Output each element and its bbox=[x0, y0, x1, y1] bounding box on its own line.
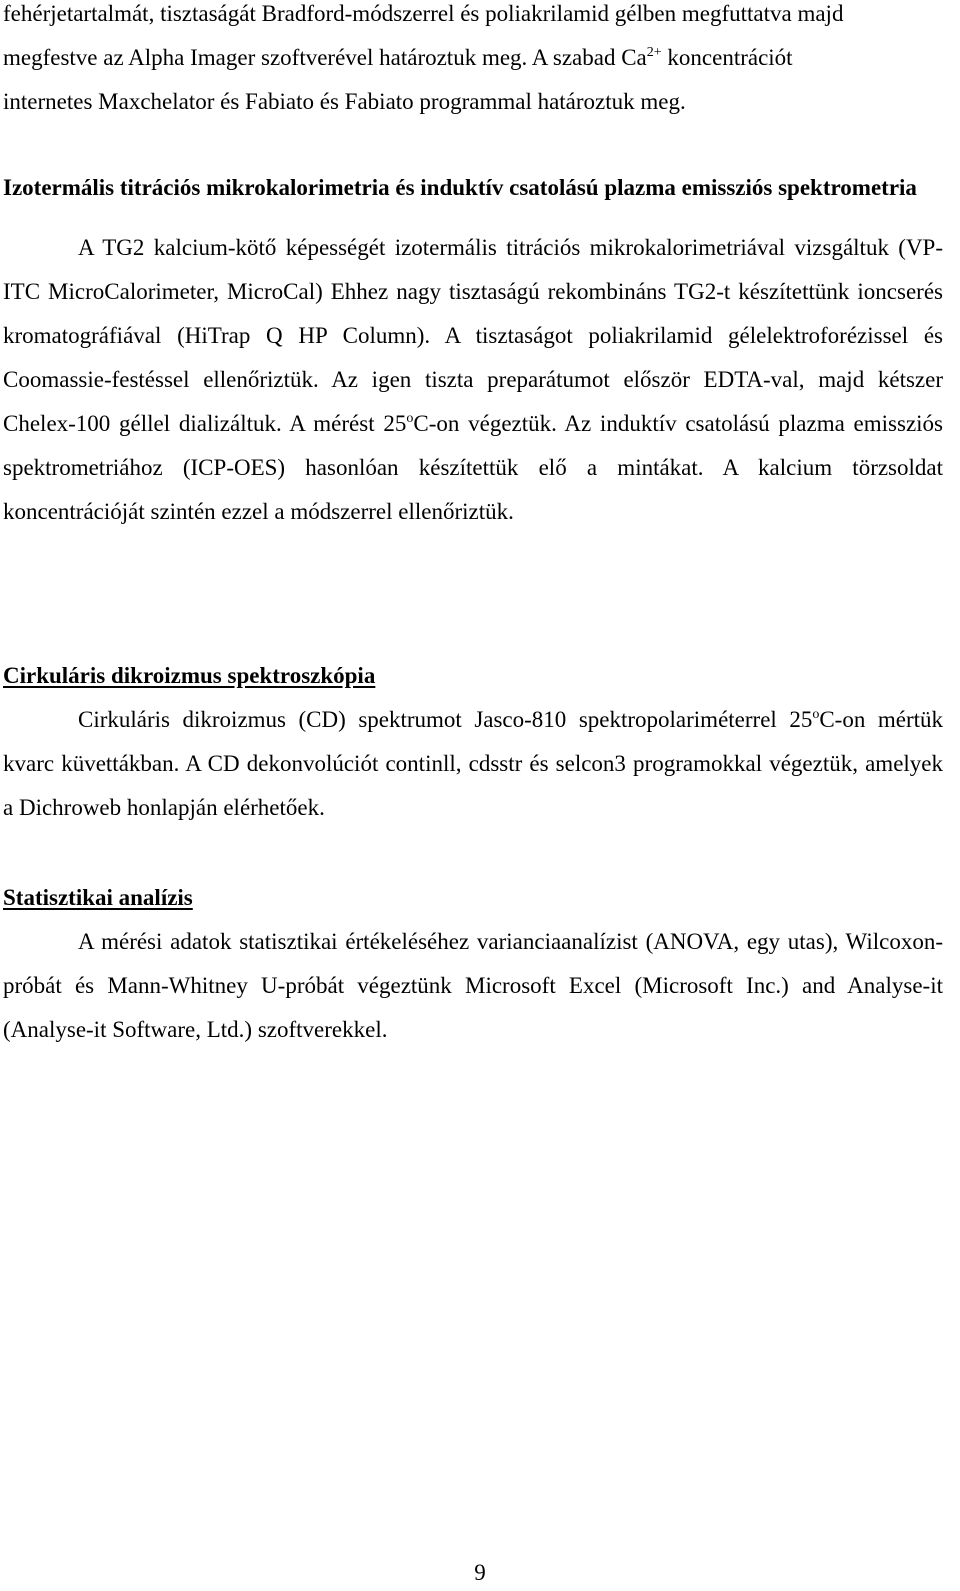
itc-paragraph-text-start: A TG2 kalcium-kötő képességét izotermális titrációs mikrokalorimetriával vizsgáltuk (VP-ITC MicroCalorimeter, MicroCal) Ehhez nagy tisztaságú rekombináns TG2-t készítettünk ioncserés kromatográfiával (HiTrap Q HP Column). A tisztaságot poliakrilamid gélelektroforézissel és Coomassie-festéssel ellenőriztük. Az igen tiszta preparátumot először EDTA-val, majd kétszer Chelex-100 géllel dializáltuk. A mérést 25 bbox=[3, 235, 943, 436]
itc-paragraph bbox=[3, 226, 943, 534]
intro-line-3: internetes Maxchelator és Fabiato és Fabiato programmal határoztuk meg. bbox=[3, 89, 686, 114]
stat-section-heading bbox=[3, 876, 943, 920]
page-number: 9 bbox=[474, 1560, 486, 1585]
stat-paragraph bbox=[3, 920, 943, 1052]
cd-paragraph-text-end: C-on mértük kvarc küvettákban. A CD dekonvolúciót continll, cdsstr és selcon3 programokkal végeztük, amelyek a Dichroweb honlapján elérhetőek. bbox=[3, 707, 943, 820]
intro-line-2-end: koncentrációt bbox=[661, 45, 793, 70]
stat-paragraph-text: A mérési adatok statisztikai értékeléséhez varianciaanalízist (ANOVA, egy utas), Wilcoxon-próbát és Mann-Whitney U-próbát végeztünk Microsoft Excel (Microsoft Inc.) and Analyse-it (Analyse-it Software, Ltd.) szoftverekkel. bbox=[3, 929, 943, 1042]
cd-section-heading-text: Cirkuláris dikroizmus spektroszkópia bbox=[3, 663, 376, 688]
cd-paragraph bbox=[3, 698, 943, 830]
intro-paragraph bbox=[3, 0, 943, 124]
degree-superscript: o bbox=[812, 707, 820, 722]
itc-section-heading: Izotermális titrációs mikrokalorimetria és induktív csatolású plazma emissziós spektrometria bbox=[3, 175, 917, 200]
itc-paragraph-text-end: C-on végeztük. Az induktív csatolású plazma emissziós spektrometriához (ICP-OES) hasonlóan készítettük elő a mintákat. A kalcium törzsoldat koncentrációját szintén ezzel a módszerrel ellenőriztük. bbox=[3, 411, 943, 524]
intro-line-2-start: megfestve az Alpha Imager szoftverével határoztuk meg. A szabad Ca bbox=[3, 45, 647, 70]
degree-superscript: o bbox=[406, 411, 414, 426]
calcium-charge-superscript: 2+ bbox=[646, 45, 662, 60]
cd-paragraph-text-start: Cirkuláris dikroizmus (CD) spektrumot Jasco-810 spektropolariméterrel 25 bbox=[78, 707, 813, 732]
cd-section-heading bbox=[3, 654, 943, 698]
stat-section-heading-text: Statisztikai analízis bbox=[3, 885, 193, 910]
intro-line-1: fehérjetartalmát, tisztaságát Bradford-módszerrel és poliakrilamid gélben megfuttatva majd bbox=[3, 1, 844, 26]
